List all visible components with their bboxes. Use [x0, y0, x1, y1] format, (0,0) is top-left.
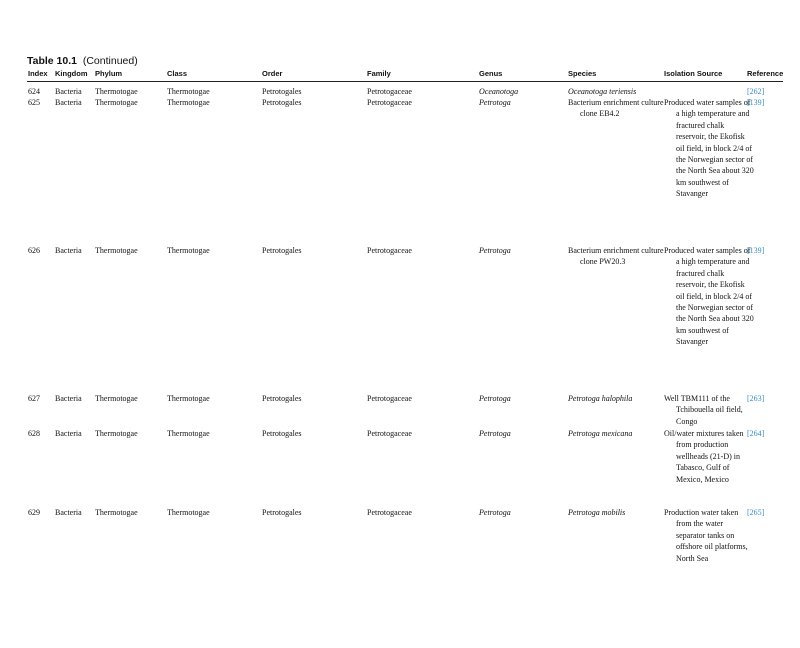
header-index: Index: [28, 69, 48, 78]
cell-family: Petrotogaceae: [367, 98, 412, 107]
cell-isolation-source: Oil/water mixtures taken from production wellheads (21-D) in Tabasco, Gulf of Mexico, Mexico: [664, 429, 744, 484]
cell-species: Petrotoga mobilis: [568, 508, 626, 517]
cell-genus: Petrotoga: [479, 508, 511, 517]
header-genus: Genus: [479, 69, 503, 78]
cell-genus: Petrotoga: [479, 98, 511, 107]
cell-isolation-source: Production water taken from the water separator tanks on offshore oil platforms, North Sea: [664, 508, 748, 563]
cell-kingdom: Bacteria: [55, 87, 82, 96]
reference-link[interactable]: [265]: [747, 508, 765, 517]
cell-phylum: Thermotogae: [95, 246, 138, 255]
cell-species: Oceanotoga teriensis: [568, 87, 637, 96]
header-isolation-source: Isolation Source: [664, 69, 723, 78]
cell-class: Thermotogae: [167, 508, 210, 517]
header-rule: [27, 81, 783, 82]
cell-kingdom: Bacteria: [55, 246, 82, 255]
header-family: Family: [367, 69, 391, 78]
cell-class: Thermotogae: [167, 87, 210, 96]
cell-class: Thermotogae: [167, 246, 210, 255]
header-class: Class: [167, 69, 188, 78]
cell-class: Thermotogae: [167, 429, 210, 438]
cell-kingdom: Bacteria: [55, 394, 82, 403]
cell-order: Petrotogales: [262, 394, 302, 403]
cell-kingdom: Bacteria: [55, 98, 82, 107]
reference-link[interactable]: [264]: [747, 429, 765, 438]
table-caption: [27, 55, 138, 67]
cell-species: Bacterium enrichment culture clone PW20.3: [568, 246, 664, 267]
cell-index: 626: [28, 246, 40, 255]
cell-phylum: Thermotogae: [95, 429, 138, 438]
header-kingdom: Kingdom: [55, 69, 88, 78]
cell-isolation-source: Produced water samples of a high temperature and fractured chalk reservoir, the Ekofisk oil field, in block 2/4 of the Norwegian sector of the North Sea about 320 km southwest of Stavanger: [664, 98, 754, 199]
cell-index: 627: [28, 394, 40, 403]
cell-index: 625: [28, 98, 40, 107]
cell-family: Petrotogaceae: [367, 87, 412, 96]
cell-genus: Oceanotoga: [479, 87, 519, 96]
cell-order: Petrotogales: [262, 87, 302, 96]
reference-link[interactable]: [139]: [747, 98, 765, 107]
cell-family: Petrotogaceae: [367, 508, 412, 517]
cell-family: Petrotogaceae: [367, 246, 412, 255]
cell-phylum: Thermotogae: [95, 98, 138, 107]
cell-family: Petrotogaceae: [367, 394, 412, 403]
reference-link[interactable]: [139]: [747, 246, 765, 255]
cell-index: 628: [28, 429, 40, 438]
reference-link[interactable]: [262]: [747, 87, 765, 96]
table-caption-note: (Continued): [82, 55, 138, 67]
cell-species: Petrotoga mexicana: [568, 429, 633, 438]
cell-family: Petrotogaceae: [367, 429, 412, 438]
cell-phylum: Thermotogae: [95, 394, 138, 403]
cell-phylum: Thermotogae: [95, 87, 138, 96]
header-order: Order: [262, 69, 283, 78]
table-number: Table 10.1: [27, 55, 77, 67]
cell-genus: Petrotoga: [479, 394, 511, 403]
cell-species: Bacterium enrichment culture clone EB4.2: [568, 98, 664, 119]
cell-index: 624: [28, 87, 40, 96]
cell-order: Petrotogales: [262, 98, 302, 107]
cell-genus: Petrotoga: [479, 246, 511, 255]
cell-order: Petrotogales: [262, 246, 302, 255]
header-phylum: Phylum: [95, 69, 123, 78]
cell-order: Petrotogales: [262, 429, 302, 438]
cell-phylum: Thermotogae: [95, 508, 138, 517]
header-species: Species: [568, 69, 597, 78]
cell-kingdom: Bacteria: [55, 508, 82, 517]
cell-species: Petrotoga halophila: [568, 394, 633, 403]
cell-class: Thermotogae: [167, 394, 210, 403]
reference-link[interactable]: [263]: [747, 394, 765, 403]
cell-kingdom: Bacteria: [55, 429, 82, 438]
cell-class: Thermotogae: [167, 98, 210, 107]
cell-isolation-source: Produced water samples of a high temperature and fractured chalk reservoir, the Ekofisk oil field, in block 2/4 of the Norwegian sector of the North Sea about 320 km southwest of Stavanger: [664, 246, 754, 347]
cell-index: 629: [28, 508, 40, 517]
header-reference: Reference: [747, 69, 784, 78]
cell-isolation-source: Well TBM111 of the Tchibouella oil field, Congo: [664, 394, 743, 426]
cell-order: Petrotogales: [262, 508, 302, 517]
cell-genus: Petrotoga: [479, 429, 511, 438]
